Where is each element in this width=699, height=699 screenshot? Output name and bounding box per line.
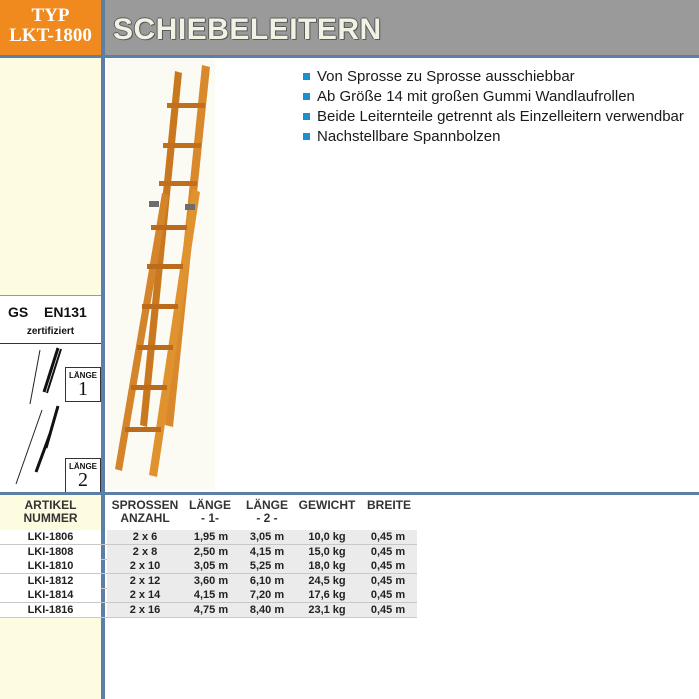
bullet-icon [303, 73, 310, 80]
ladder-rail [36, 434, 50, 472]
table-cell: 2 x 10 [107, 559, 183, 573]
table-cell: 3,05 m [239, 530, 295, 544]
header-length-1: LÄNGE - 1- [189, 498, 231, 525]
length-label: LÄNGE [69, 462, 97, 471]
table-cell: 8,40 m [239, 603, 295, 617]
table-cell: 7,20 m [239, 588, 295, 602]
feature-item: Nachstellbare Spannbolzen [303, 127, 693, 147]
table-cell: 0,45 m [359, 603, 417, 617]
length-label: LÄNGE [69, 371, 97, 380]
table-row [0, 574, 699, 588]
table-cell: 2 x 8 [107, 545, 183, 559]
ladder-illustration [107, 59, 215, 490]
table-cell: 10,0 kg [295, 530, 359, 544]
ladder-rail [44, 348, 58, 392]
table-cell: 3,05 m [183, 559, 239, 573]
feature-item: Ab Größe 14 mit großen Gummi Wandlaufrollen [303, 87, 693, 107]
header-article-number: ARTIKEL NUMMER [23, 498, 78, 525]
table-cell: 0,45 m [359, 588, 417, 602]
table-cell: 0,45 m [359, 530, 417, 544]
length-number: 2 [78, 469, 88, 491]
table-row [0, 559, 699, 573]
header-width: BREITE [366, 498, 411, 512]
type-label: TYP [31, 5, 70, 26]
dimension-line [30, 350, 40, 404]
feature-item: Beide Leiternteile getrennt als Einzelleitern verwendbar [303, 107, 693, 127]
table-cell: LKI-1808 [0, 545, 101, 559]
table-row [0, 588, 699, 602]
table-divider [0, 492, 699, 495]
table-cell: 17,6 kg [295, 588, 359, 602]
table-cell: 2 x 16 [107, 603, 183, 617]
dimension-line [16, 410, 42, 484]
table-cell: 6,10 m [239, 574, 295, 588]
table-cell: 0,45 m [359, 545, 417, 559]
table-cell: 2 x 14 [107, 588, 183, 602]
table-cell: 3,60 m [183, 574, 239, 588]
table-cell: 2,50 m [183, 545, 239, 559]
table-cell: LKI-1816 [0, 603, 101, 617]
table-cell: LKI-1806 [0, 530, 101, 544]
title-bar [105, 0, 699, 55]
table-cell: 0,45 m [359, 574, 417, 588]
certified-label: zertifiziert [26, 326, 75, 337]
table-cell: 4,15 m [239, 545, 295, 559]
table-cell: 24,5 kg [295, 574, 359, 588]
header-rung-count: SPROSSEN ANZAHL [111, 498, 179, 525]
table-cell: 5,25 m [239, 559, 295, 573]
length-2-box [65, 458, 101, 493]
table-cell: 18,0 kg [295, 559, 359, 573]
table-cell: 15,0 kg [295, 545, 359, 559]
table-cell: 2 x 12 [107, 574, 183, 588]
table-cell: 4,75 m [183, 603, 239, 617]
length-1-box [65, 367, 101, 402]
bullet-icon [303, 93, 310, 100]
feature-list [303, 67, 693, 147]
table-cell: 2 x 6 [107, 530, 183, 544]
certification-block [0, 295, 101, 492]
table-cell: 1,95 m [183, 530, 239, 544]
ladder-photo [107, 59, 215, 490]
type-number: LKT-1800 [9, 25, 92, 46]
table-cell: LKI-1810 [0, 559, 101, 573]
table-cell: LKI-1812 [0, 574, 101, 588]
table-row [0, 545, 699, 559]
header-divider [0, 55, 699, 58]
page-title: SCHIEBELEITERN [113, 13, 382, 46]
table-cell: 0,45 m [359, 559, 417, 573]
gs-mark: GS [8, 304, 29, 320]
norm-mark: EN131 [44, 304, 87, 320]
header-length-2: LÄNGE - 2 - [246, 498, 288, 525]
table-cell: LKI-1814 [0, 588, 101, 602]
table-row [0, 530, 699, 544]
table-cell: 4,15 m [183, 588, 239, 602]
table-cell: 23,1 kg [295, 603, 359, 617]
type-box [0, 0, 101, 55]
table-row [0, 603, 699, 617]
ladder-rail [47, 349, 61, 393]
bullet-icon [303, 133, 310, 140]
bullet-icon [303, 113, 310, 120]
length-number: 1 [78, 378, 88, 400]
header-weight: GEWICHT [298, 498, 356, 512]
row-divider [0, 617, 417, 618]
feature-item: Von Sprosse zu Sprosse ausschiebbar [303, 67, 693, 87]
